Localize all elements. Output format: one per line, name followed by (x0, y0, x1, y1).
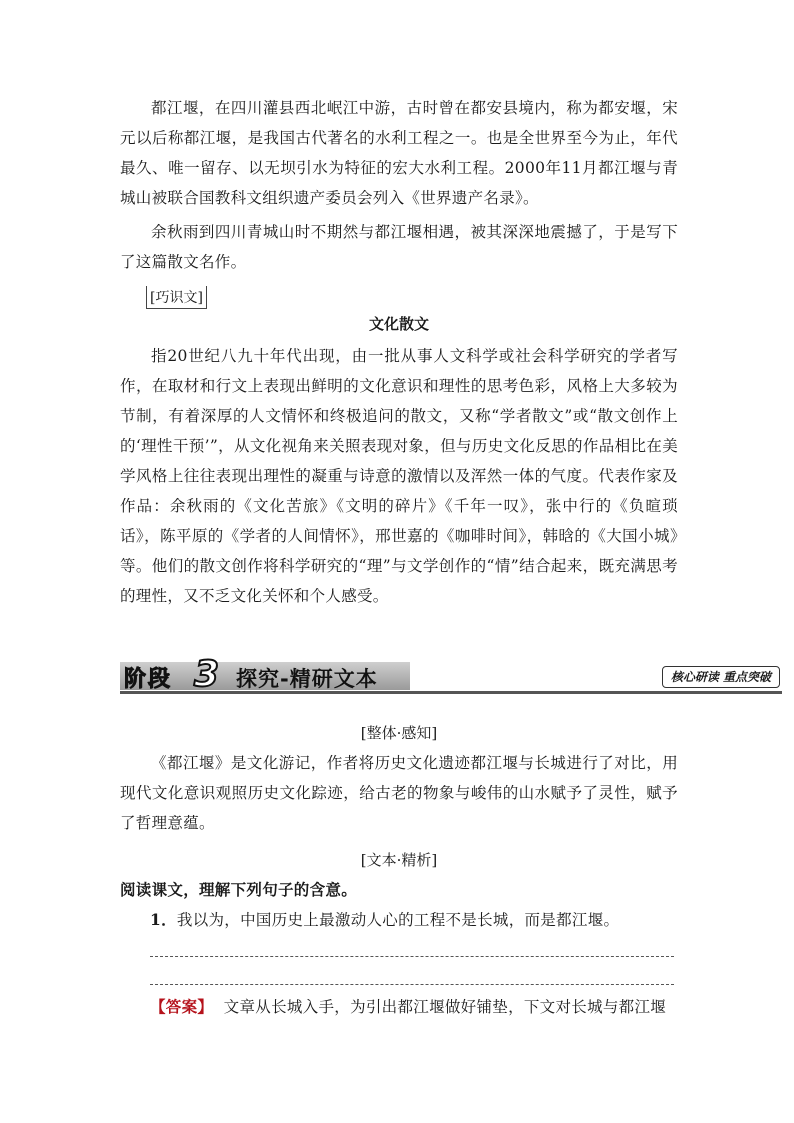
question-1 (150, 905, 678, 935)
stage-badge: 核心研读 重点突破 (662, 666, 780, 688)
answer-tag: 【答案】 (150, 997, 214, 1016)
essay-definition: 指20世纪八九十年代出现，由一批从事人文科学或社会科学研究的学者写作，在取材和行文上表现出鲜明的文化意识和理性的思考色彩，风格上大多较为节制，有着深厚的人文情怀和终极追问的散文，又称“学者散文”或“散文创作上的‘理性干预’”，从文化视角来关照表现对象，但与历史文化反思的作品相比在美学风格上往往表现出理性的凝重与诗意的激情以及浑然一体的气度。代表作家及作品：余秋雨的《文化苦旅》《文明的碎片》《千年一叹》，张中行的《负暄琐话》，陈平原的《学者的人间情怀》，邢世嘉的《咖啡时间》，韩晗的《大国小城》等。他们的散文创作将科学研究的“理”与文学创作的“情”结合起来，既充满思考的理性，又不乏文化关怀和个人感受。 (120, 347, 678, 605)
question-number: 1． (150, 910, 177, 929)
answer-text: 文章从长城入手，为引出都江堰做好铺垫，下文对长城与都江堰 (223, 998, 667, 1016)
question-text: 我以为，中国历史上最激动人心的工程不是长城，而是都江堰。 (176, 911, 620, 929)
stage-number: 3 (194, 654, 220, 695)
intro-paragraph-2: 余秋雨到四川青城山时不期然与都江堰相遇，被其深深地震撼了，于是写下了这篇散文名作。 (120, 223, 678, 271)
section-tag: [巧识文] (146, 286, 207, 309)
stage-word: 阶段 (124, 667, 173, 692)
analysis-label: [文本·精析] (360, 851, 438, 869)
overall-label: [整体·感知] (360, 724, 438, 742)
answer-line-1 (150, 956, 674, 957)
analysis-instruction: 阅读课文，理解下列句子的含意。 (120, 880, 358, 899)
answer-line (150, 992, 678, 1022)
intro-paragraph-1: 都江堰，在四川灌县西北岷江中游，古时曾在都安县境内，称为都安堰，宋元以后称都江堰，是我国古代著名的水利工程之一。也是全世界至今为止，年代最久、唯一留存、以无坝引水为特征的宏大水利工程。2000年11月都江堰与青城山被联合国教科文组织遗产委员会列入《世界遗产名录》。 (120, 99, 678, 207)
stage-banner (120, 654, 782, 696)
stage-title: 探究-精研文本 (236, 667, 378, 691)
overall-paragraph: 《都江堰》是文化游记，作者将历史文化遗迹都江堰与长城进行了对比，用现代文化意识观照历史文化踪迹，给古老的物象与峻伟的山水赋予了灵性，赋予了哲理意蕴。 (120, 754, 678, 832)
essay-title: 文化散文 (368, 315, 429, 333)
answer-line-2 (150, 984, 674, 985)
banner-underline (120, 691, 782, 694)
